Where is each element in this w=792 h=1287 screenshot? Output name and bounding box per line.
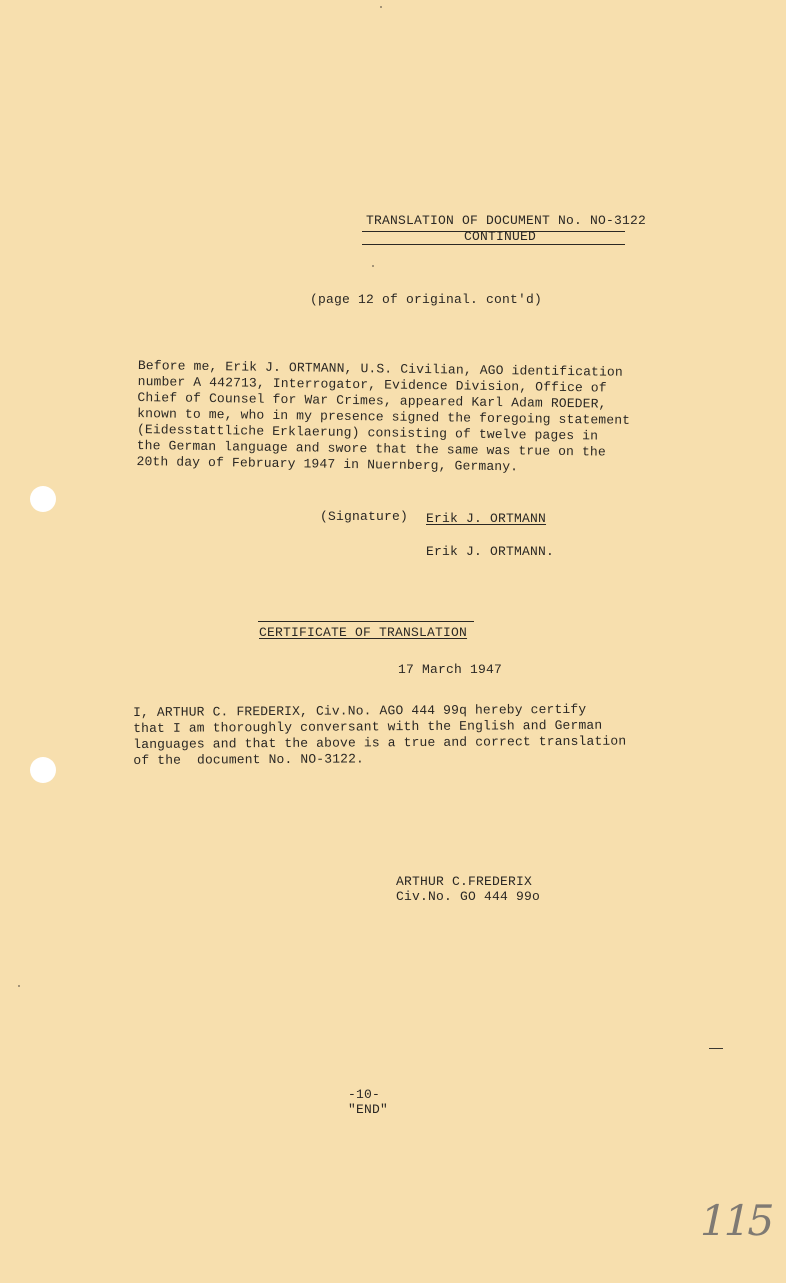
punch-hole-top xyxy=(30,486,56,512)
translator-name: ARTHUR C.FREDERIX xyxy=(396,874,533,889)
header-title-line1: TRANSLATION OF DOCUMENT No. NO-3122 xyxy=(366,213,647,228)
typed-name: Erik J. ORTMANN. xyxy=(426,544,555,559)
stray-speck xyxy=(372,265,374,267)
certificate-line: languages and that the above is a true and correct translation xyxy=(133,733,627,752)
stray-mark xyxy=(709,1048,723,1049)
certificate-line: of the document No. NO-3122. xyxy=(133,751,365,768)
affidavit-line: Before me, Erik J. ORTMANN, U.S. Civilian, AGO identification xyxy=(137,358,623,380)
end-mark: "END" xyxy=(348,1102,389,1117)
affidavit-line: 20th day of February 1947 in Nuernberg, Germany. xyxy=(136,453,519,475)
affidavit-line: known to me, who in my presence signed the foregoing statement xyxy=(137,405,631,428)
page-note: (page 12 of original. cont'd) xyxy=(310,292,543,307)
affidavit-line: number A 442713, Interrogator, Evidence Division, Office of xyxy=(137,373,607,396)
header-rule-bottom xyxy=(362,244,625,245)
certificate-line: I, ARTHUR C. FREDERIX, Civ.No. AGO 444 99q hereby certify xyxy=(133,701,587,720)
header-title-line2: CONTINUED xyxy=(464,229,537,244)
certificate-heading: CERTIFICATE OF TRANSLATION xyxy=(259,625,468,640)
translator-civ-number: Civ.No. GO 444 99o xyxy=(396,889,541,904)
certificate-paragraph xyxy=(133,701,673,769)
certificate-date: 17 March 1947 xyxy=(398,662,503,677)
certificate-rule-top xyxy=(258,621,474,622)
affidavit-line: the German language and swore that the same was true on the xyxy=(136,437,606,460)
page-number: -10- xyxy=(348,1087,381,1102)
stray-speck xyxy=(18,985,20,987)
signature-name: Erik J. ORTMANN xyxy=(426,511,547,526)
certificate-line: that I am thoroughly conversant with the English and German xyxy=(133,717,603,736)
affidavit-paragraph xyxy=(136,358,658,477)
signature-label: (Signature) xyxy=(320,509,409,524)
affidavit-line: Chief of Counsel for War Crimes, appeared Karl Adam ROEDER, xyxy=(137,389,607,412)
affidavit-line: (Eidesstattliche Erklaerung) consisting of twelve pages in xyxy=(136,421,599,444)
handwritten-page-number: 115 xyxy=(694,1196,777,1245)
stray-speck xyxy=(380,6,382,8)
punch-hole-bottom xyxy=(30,757,56,783)
